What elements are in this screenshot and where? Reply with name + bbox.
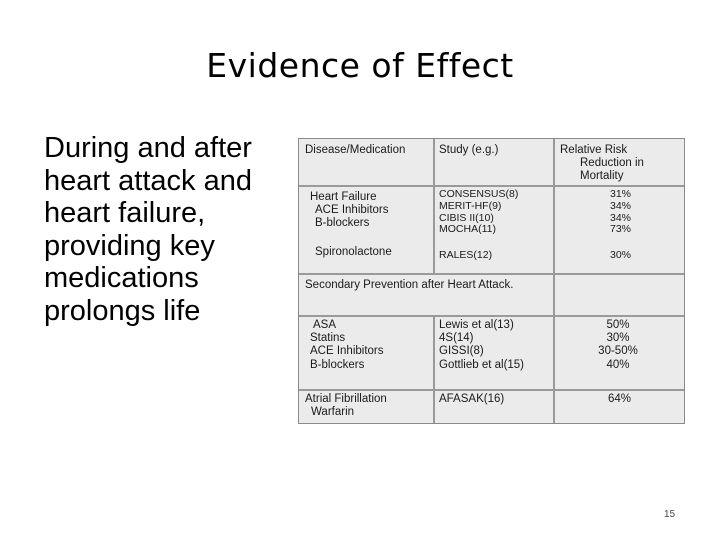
table-col-divider <box>553 315 555 423</box>
table-row-divider <box>299 389 684 391</box>
table-col-divider <box>433 139 435 273</box>
afib-value: 64% <box>607 393 631 405</box>
table-col-divider <box>433 315 435 423</box>
body-line: heart failure, <box>44 197 206 229</box>
header-disease-medication: Disease/Medication <box>305 144 406 156</box>
rales-study: RALES(12) <box>439 249 493 261</box>
body-line: During and after <box>44 132 252 164</box>
secondary-studies: Lewis et al(13) 4S(14) GISSI(8) Gottlieb et al(15) <box>439 319 525 371</box>
body-line: heart attack and <box>44 164 252 197</box>
evidence-table <box>298 138 685 424</box>
afib-meds: Atrial Fibrillation Warfarin <box>305 393 387 419</box>
secondary-values: 50% 30% 30-50% 40% <box>598 319 638 371</box>
table-col-divider <box>553 273 555 315</box>
rales-value: 30% <box>609 249 631 261</box>
table-col-divider <box>553 139 555 273</box>
heart-failure-studies: CONSENSUS(8) MERIT-HF(9) CIBIS II(10) MOCHA(11) <box>439 188 519 236</box>
slide-title: Evidence of Effect <box>206 46 514 85</box>
body-line: medications <box>44 262 199 294</box>
afib-study: AFASAK(16) <box>439 393 505 405</box>
header-relative-risk: Relative Risk Reduction in Mortality <box>560 144 644 183</box>
header-study: Study (e.g.) <box>439 144 499 156</box>
body-line: prolongs life <box>44 294 201 327</box>
spironolactone-label: Spironolactone <box>315 246 392 258</box>
body-line: providing key <box>44 229 215 262</box>
table-row-divider <box>299 315 684 317</box>
page-number: 15 <box>664 509 676 520</box>
slide-body-text <box>44 132 294 327</box>
secondary-meds: ASA Statins ACE Inhibitors B-blockers <box>310 319 384 371</box>
table-row-divider <box>299 273 684 275</box>
table-row-divider <box>299 185 684 187</box>
secondary-prevention-label: Secondary Prevention after Heart Attack. <box>305 279 514 291</box>
heart-failure-values: 31% 34% 34% 73% <box>609 188 631 236</box>
heart-failure-meds: Heart Failure ACE Inhibitors B-blockers <box>310 191 389 230</box>
